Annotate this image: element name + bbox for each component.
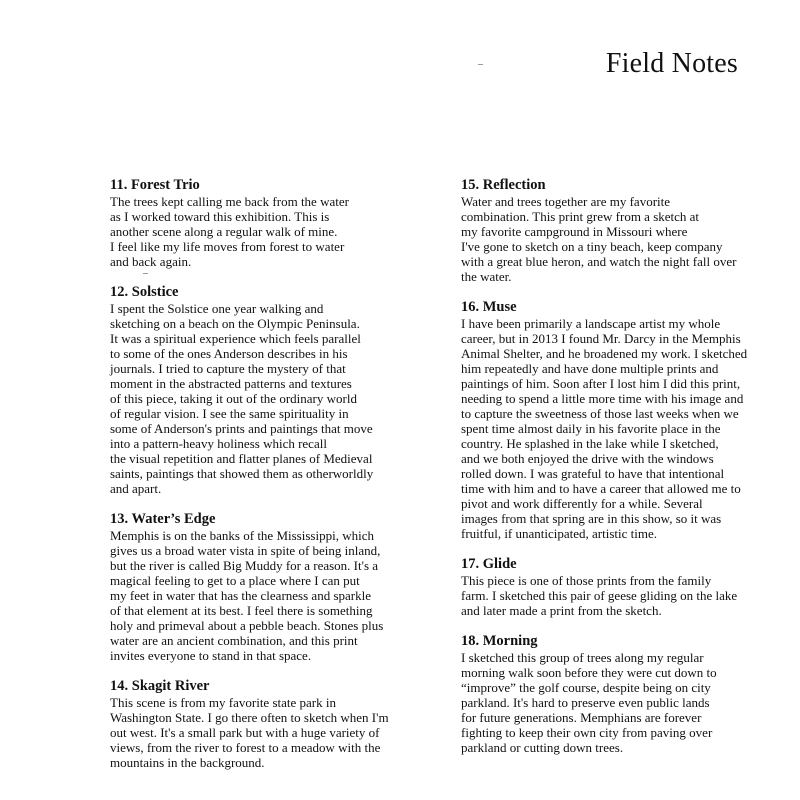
entry-line: into a pattern-heavy holiness which recall (110, 436, 327, 451)
note-entry (461, 299, 751, 541)
entry-heading: 17. Glide (461, 556, 517, 572)
note-entry (461, 177, 751, 284)
entry-line: rolled down. I was grateful to have that intentional (461, 466, 725, 481)
entry-line: Washington State. I go there often to sketch when I'm (110, 710, 389, 725)
entry-line: farm. I sketched this pair of geese gliding on the lake (461, 588, 738, 603)
entry-line: but the river is called Big Muddy for a reason. It's a (110, 558, 379, 573)
entry-line: some of Anderson's prints and paintings that move (110, 421, 373, 436)
entry-line: fruitful, if unanticipated, artistic time. (461, 526, 658, 541)
entry-line: I have been primarily a landscape artist my whole (461, 316, 721, 331)
entry-line: to capture the sweetness of those last weeks when we (461, 406, 739, 421)
entry-line: fighting to keep their own city from paving over (461, 725, 713, 740)
entry-line: the visual repetition and flatter planes of Medieval (110, 451, 373, 466)
entry-heading: 11. Forest Trio (110, 177, 200, 193)
note-entry (110, 678, 400, 770)
entry-line: for future generations. Memphians are forever (461, 710, 702, 725)
entry-line: of this piece, taking it out of the ordinary world (110, 391, 357, 406)
note-entry (461, 556, 751, 618)
entry-line: I spent the Solstice one year walking and (110, 301, 324, 316)
entry-line: of that element at its best. I feel there is something (110, 603, 373, 618)
entry-line: the water. (461, 269, 512, 284)
entry-line: as I worked toward this exhibition. This is (110, 209, 330, 224)
entry-line: of regular vision. I see the same spirituality in (110, 406, 349, 421)
entry-line: with a great blue heron, and watch the night fall over (461, 254, 737, 269)
entry-heading: 16. Muse (461, 299, 517, 315)
entry-line: sketching on a beach on the Olympic Peninsula. (110, 316, 360, 331)
entry-heading: 12. Solstice (110, 284, 179, 300)
entry-line: and apart. (110, 481, 162, 496)
stray-mark (478, 64, 483, 65)
entry-line: invites everyone to stand in that space. (110, 648, 312, 663)
entry-line: magical feeling to get to a place where I can put (110, 573, 360, 588)
entry-line: holy and primeval about a pebble beach. Stones plus (110, 618, 384, 633)
entry-line: parkland. It's hard to preserve even public lands (461, 695, 710, 710)
entry-line: water are an ancient combination, and this print (110, 633, 358, 648)
entry-body (110, 194, 400, 269)
entry-body (461, 650, 751, 755)
note-entry (461, 633, 751, 755)
entry-line: mountains in the background. (110, 755, 265, 770)
entry-body (110, 528, 400, 663)
entry-line: I've gone to sketch on a tiny beach, keep company (461, 239, 723, 254)
entry-line: him repeatedly and have done multiple prints and (461, 361, 719, 376)
entry-line: combination. This print grew from a sketch at (461, 209, 700, 224)
note-entry (110, 511, 400, 663)
entry-line: and we both enjoyed the drive with the windows (461, 451, 714, 466)
entry-line: spent time almost daily in his favorite place in the (461, 421, 721, 436)
entry-line: paintings of him. Soon after I lost him I did this print, (461, 376, 741, 391)
entry-line: career, but in 2013 I found Mr. Darcy in the Memphis (461, 331, 741, 346)
entry-line: another scene along a regular walk of mine. (110, 224, 338, 239)
entry-line: It was a spiritual experience which feels parallel (110, 331, 361, 346)
entry-line: my favorite campground in Missouri where (461, 224, 688, 239)
entry-line: needing to spend a little more time with his image and (461, 391, 744, 406)
entry-line: Animal Shelter, and he broadened my work. I sketched (461, 346, 748, 361)
entry-line: This piece is one of those prints from the family (461, 573, 712, 588)
entry-heading: 14. Skagit River (110, 678, 210, 694)
entry-line: Memphis is on the banks of the Mississippi, which (110, 528, 374, 543)
entry-line: out west. It's a small park but with a huge variety of (110, 725, 380, 740)
right-column (461, 177, 751, 770)
entry-line: time with him and to have a career that allowed me to (461, 481, 741, 496)
entry-line: gives us a broad water vista in spite of being inland, (110, 543, 381, 558)
entry-heading: 13. Water’s Edge (110, 511, 216, 527)
entry-body (461, 316, 751, 541)
entry-heading: 15. Reflection (461, 177, 546, 193)
entry-body (110, 695, 400, 770)
entry-line: moment in the abstracted patterns and textures (110, 376, 352, 391)
entry-line: views, from the river to forest to a meadow with the (110, 740, 381, 755)
entry-line: country. He splashed in the lake while I sketched, (461, 436, 719, 451)
entry-body (461, 573, 751, 618)
entry-line: saints, paintings that showed them as otherworldly (110, 466, 374, 481)
entry-line: journals. I tried to capture the mystery of that (110, 361, 346, 376)
entry-line: my feet in water that has the clearness and sparkle (110, 588, 371, 603)
entry-line: I feel like my life moves from forest to water (110, 239, 345, 254)
note-entry (110, 284, 400, 496)
entry-line: and later made a print from the sketch. (461, 603, 662, 618)
entry-line: This scene is from my favorite state park in (110, 695, 336, 710)
entry-line: “improve” the golf course, despite being on city (461, 680, 711, 695)
entry-body (110, 301, 400, 496)
entry-body (461, 194, 751, 284)
entry-line: pivot and work differently for a while. Several (461, 496, 703, 511)
note-entry (110, 177, 400, 269)
page-title: Field Notes (605, 48, 738, 79)
entry-line: images from that spring are in this show, so it was (461, 511, 722, 526)
entry-line: I sketched this group of trees along my regular (461, 650, 704, 665)
entry-line: morning walk soon before they were cut down to (461, 665, 717, 680)
entry-line: The trees kept calling me back from the water (110, 194, 349, 209)
entry-line: to some of the ones Anderson describes in his (110, 346, 348, 361)
entry-line: Water and trees together are my favorite (461, 194, 671, 209)
entry-line: and back again. (110, 254, 192, 269)
left-column (110, 177, 400, 785)
entry-line: parkland or cutting down trees. (461, 740, 624, 755)
entry-heading: 18. Morning (461, 633, 538, 649)
